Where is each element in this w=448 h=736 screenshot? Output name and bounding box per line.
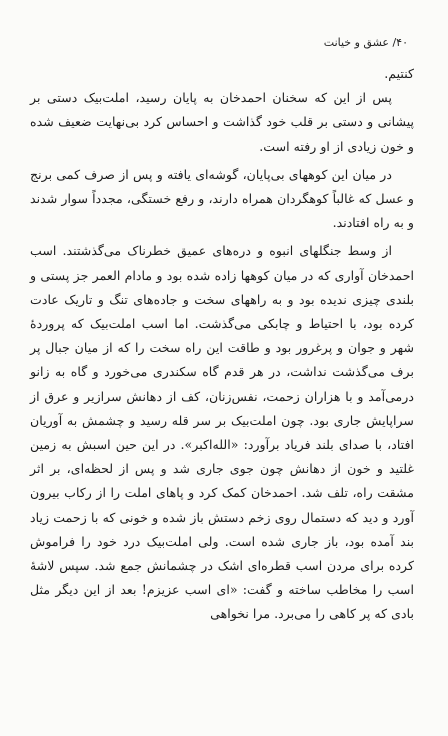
- paragraph: از وسط جنگلهای انبوه و دره‌های عمیق خطرناک می‌گذشتند. اسب احمدخان آواری که در میان کوهها زاده شده بود و مادام العمر جز پستی و بلندی چیزی ندیده بود و به راههای سخت و جاده‌های تنگ و تاریک عادت کرده بود، با احتیاط و چابکی می‌گذشت. اما اسب املت‌بیک که پروردهٔ شهر و جوان و پرغرور بود و طاقت این راه سخت را که از میان جبال پر برف می‌گذشت نداشت، در هر قدم گاه سکندری می‌خورد و گاه به زانو درمی‌آمد و با هزاران زحمت، نفس‌زنان، کف از دهانش سرازیر و عرق از سراپایش جاری بود. چون املت‌بیک بر سر قله رسید و چشمش به آوریان افتاد، با صدای بلند فریاد برآورد: «الله‌اکبر». در این حین اسبش به زمین غلتید و خون از دهانش چون جوی جاری شد و پس از لحظه‌ای، بر اثر مشقت راه، تلف شد. احمدخان کمک کرد و پاهای املت را از رکاب بیرون آورد و دید که دستمال روی زخم دستش باز شده و خونی که با زحمت زیاد بند آمده بود، باز جاری شده است. ولی املت‌بیک درد خود را فراموش کرده برای مردن اسب قطره‌ای اشک در چشمانش جمع شد. سپس لاشهٔ اسب را مخاطب ساخته و گفت: «ای اسب عزیزم! بعد از این دیگر مثل بادی که پر کاهی را می‌برد. مرا نخواهی: [30, 243, 414, 622]
- paragraph: پس از این که سخنان احمدخان به پایان رسید، املت‌بیک دستی بر پیشانی و دستی بر قلب خود گذاشت و احساس کرد بی‌نهایت ضعیف شده و خون زیادی از او رفته است.: [30, 90, 414, 154]
- running-head: ۴۰/ عشق و خیانت: [323, 36, 408, 49]
- paragraph: کنتیم.: [384, 66, 414, 81]
- paragraph: در میان این کوههای بی‌پایان، گوشه‌ای یافته و پس از صرف کمی برنج و عسل که غالباً کوهگردان همراه دارند، و رفع خستگی، مجدداً سوار شدند و به راه افتادند.: [30, 166, 414, 231]
- body-text: [30, 62, 414, 627]
